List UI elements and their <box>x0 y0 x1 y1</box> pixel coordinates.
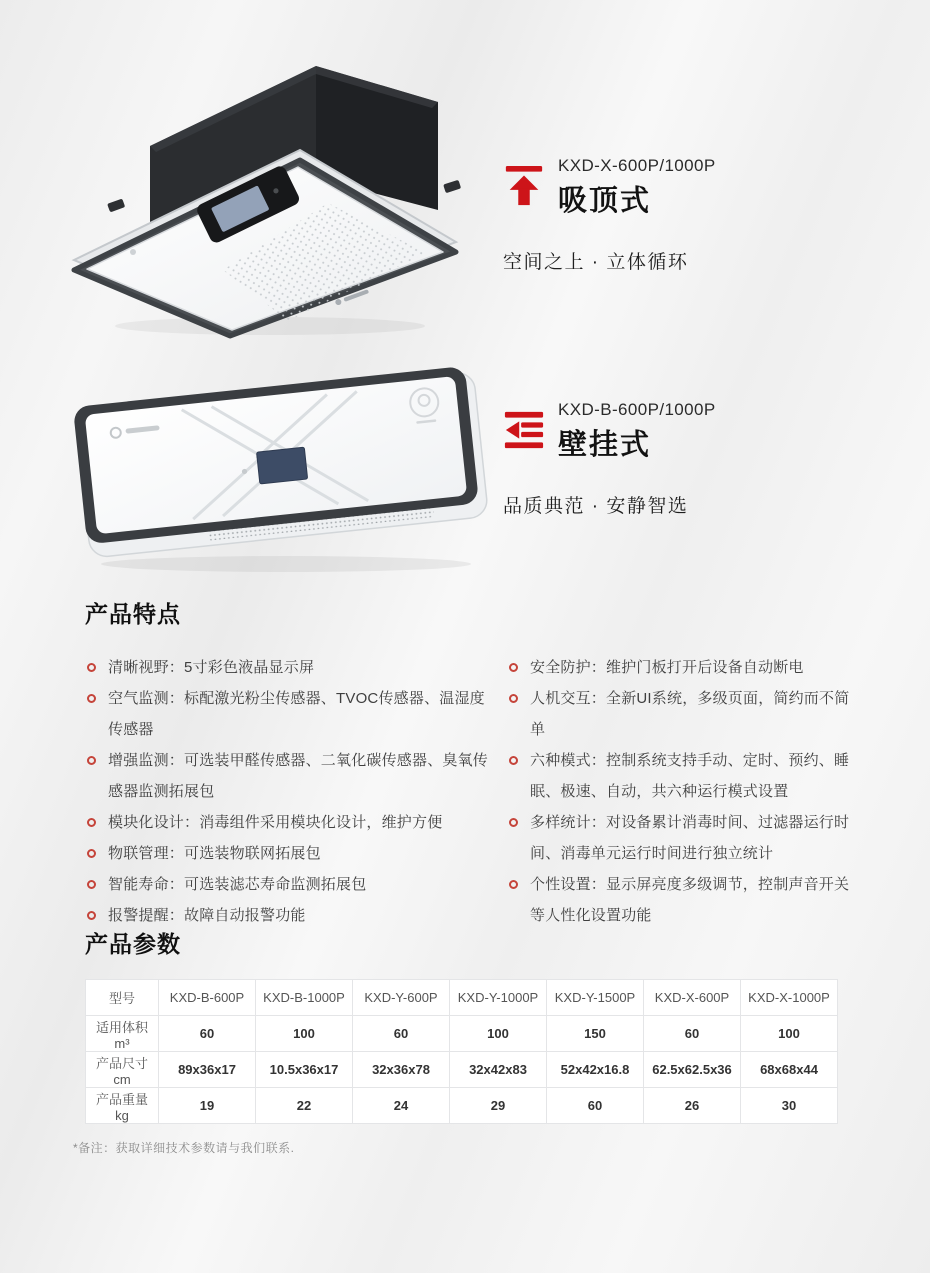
table-row <box>86 1016 838 1052</box>
bullet-ring-icon <box>509 663 518 672</box>
specs-model-header: 型号 <box>86 980 159 1016</box>
ceiling-unit-product-image <box>58 38 480 340</box>
feature-text: 安全防护：维护门板打开后设备自动断电 <box>530 659 804 676</box>
spec-value-cell: 100 <box>256 1016 353 1052</box>
ceiling-model-code: KXD-X-600P/1000P <box>558 156 716 175</box>
bullet-ring-icon <box>509 880 518 889</box>
spec-value-cell: 19 <box>159 1088 256 1124</box>
feature-text: 模块化设计：消毒组件采用模块化设计，维护方便 <box>108 814 443 831</box>
spec-value-cell: 89x36x17 <box>159 1052 256 1088</box>
feature-text: 智能寿命：可选装滤芯寿命监测拓展包 <box>108 876 367 893</box>
bullet-ring-icon <box>509 694 518 703</box>
bullet-ring-icon <box>87 663 96 672</box>
bullet-ring-icon <box>87 818 96 827</box>
feature-item <box>85 652 495 683</box>
feature-text: 空气监测：标配激光粉尘传感器、TVOC传感器、温湿度传感器 <box>108 690 485 738</box>
feature-item <box>85 745 495 807</box>
wall-tagline: 品质典范 · 安静智选 <box>503 496 689 517</box>
specs-column-header: KXD-Y-1500P <box>547 980 644 1016</box>
spec-value-cell: 30 <box>741 1088 838 1124</box>
feature-text: 个性设置：显示屏亮度多级调节，控制声音开关等人性化设置功能 <box>530 876 850 924</box>
feature-text: 报警提醒：故障自动报警功能 <box>108 907 306 924</box>
bullet-ring-icon <box>87 849 96 858</box>
spec-value-cell: 60 <box>159 1016 256 1052</box>
features-section <box>85 596 865 931</box>
feature-item <box>507 807 862 869</box>
spec-value-cell: 60 <box>644 1016 741 1052</box>
spec-value-cell: 100 <box>450 1016 547 1052</box>
spec-value-cell: 29 <box>450 1088 547 1124</box>
feature-item <box>507 869 862 931</box>
features-title: 产品特点 <box>85 601 181 627</box>
spec-row-label: 产品重量 kg <box>86 1088 159 1124</box>
bullet-ring-icon <box>87 694 96 703</box>
feature-item <box>507 652 862 683</box>
spec-value-cell: 26 <box>644 1088 741 1124</box>
spec-value-cell: 60 <box>353 1016 450 1052</box>
features-list-right <box>507 652 862 931</box>
spec-value-cell: 24 <box>353 1088 450 1124</box>
feature-item <box>85 838 495 869</box>
ceiling-type-title: 吸顶式 <box>558 185 652 217</box>
spec-value-cell: 10.5x36x17 <box>256 1052 353 1088</box>
specs-column-header: KXD-X-600P <box>644 980 741 1016</box>
feature-item <box>507 683 862 745</box>
spec-value-cell: 32x42x83 <box>450 1052 547 1088</box>
spec-row-label: 适用体积 m³ <box>86 1016 159 1052</box>
bullet-ring-icon <box>509 818 518 827</box>
spec-value-cell: 52x42x16.8 <box>547 1052 644 1088</box>
specs-header-row <box>86 980 838 1016</box>
table-row <box>86 1052 838 1088</box>
spec-value-cell: 68x68x44 <box>741 1052 838 1088</box>
feature-text: 人机交互：全新UI系统，多级页面，简约而不简单 <box>530 690 850 738</box>
specs-column-header: KXD-Y-600P <box>353 980 450 1016</box>
wall-mount-arrow-left-icon <box>503 407 545 453</box>
ceiling-mount-arrow-up-icon <box>503 163 545 209</box>
wall-unit-product-image <box>58 360 500 580</box>
wall-product-info <box>503 400 903 518</box>
spec-value-cell: 62.5x62.5x36 <box>644 1052 741 1088</box>
bullet-ring-icon <box>87 911 96 920</box>
feature-item <box>507 745 862 807</box>
feature-item <box>85 869 495 900</box>
feature-text: 增强监测：可选装甲醛传感器、二氧化碳传感器、臭氧传感器监测拓展包 <box>108 752 489 800</box>
bullet-ring-icon <box>87 880 96 889</box>
ceiling-product-info <box>503 156 903 274</box>
features-list-left <box>85 652 495 931</box>
specs-section <box>73 926 865 1156</box>
feature-item <box>85 807 495 838</box>
bullet-ring-icon <box>87 756 96 765</box>
spec-value-cell: 32x36x78 <box>353 1052 450 1088</box>
bullet-ring-icon <box>509 756 518 765</box>
specs-table-body <box>86 1016 838 1124</box>
spec-value-cell: 60 <box>547 1088 644 1124</box>
spec-value-cell: 22 <box>256 1088 353 1124</box>
specs-column-header: KXD-B-1000P <box>256 980 353 1016</box>
wall-type-title: 壁挂式 <box>558 429 652 461</box>
spec-row-label: 产品尺寸 cm <box>86 1052 159 1088</box>
wall-model-code: KXD-B-600P/1000P <box>558 400 716 419</box>
specs-footnote: *备注：获取详细技术参数请与我们联系. <box>73 1141 295 1155</box>
feature-text: 多样统计：对设备累计消毒时间、过滤器运行时间、消毒单元运行时间进行独立统计 <box>530 814 850 862</box>
specs-column-header: KXD-X-1000P <box>741 980 838 1016</box>
feature-text: 清晰视野：5寸彩色液晶显示屏 <box>108 659 315 676</box>
spec-value-cell: 150 <box>547 1016 644 1052</box>
specs-column-header: KXD-B-600P <box>159 980 256 1016</box>
feature-item <box>85 683 495 745</box>
table-row <box>86 1088 838 1124</box>
feature-text: 六种模式：控制系统支持手动、定时、预约、睡眠、极速、自动，共六种运行模式设置 <box>530 752 850 800</box>
spec-value-cell: 100 <box>741 1016 838 1052</box>
feature-text: 物联管理：可选装物联网拓展包 <box>108 845 321 862</box>
specs-column-header: KXD-Y-1000P <box>450 980 547 1016</box>
ceiling-tagline: 空间之上 · 立体循环 <box>503 252 689 273</box>
specs-table <box>85 979 838 1124</box>
specs-title: 产品参数 <box>85 931 181 957</box>
